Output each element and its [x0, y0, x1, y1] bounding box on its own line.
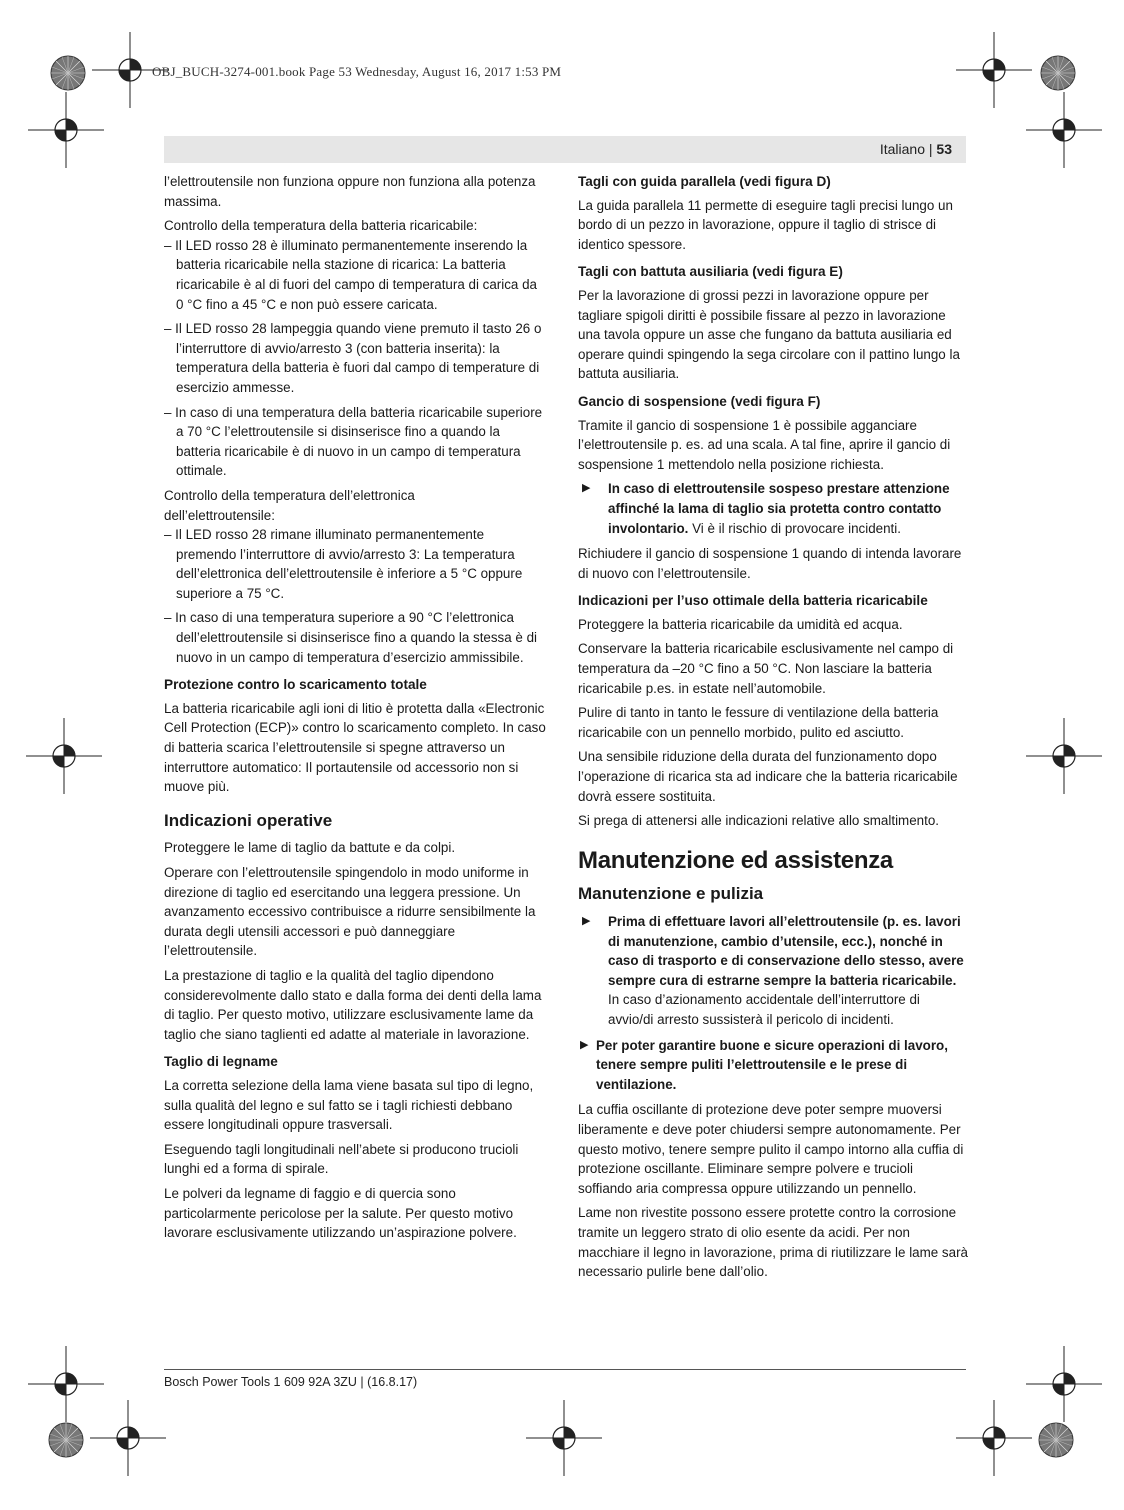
paragraph: Si prega di attenersi alle indicazioni relative allo smaltimento.	[578, 813, 939, 829]
chapter-heading: Manutenzione ed assistenza	[578, 846, 893, 874]
crosshair-registration-icon	[954, 1398, 1034, 1478]
paragraph: Conservare la batteria ricaricabile esclusivamente nel campo di temperatura da –20 °C fino a 50 °C. Non lasciare la batteria ricaricabile p.es. in estate nell’automobile.	[578, 641, 954, 696]
radial-registration-icon	[48, 53, 88, 93]
crosshair-registration-icon	[1024, 716, 1104, 796]
bullet-arrow-icon: ▶	[582, 915, 591, 927]
page-footer: Bosch Power Tools 1 609 92A 3ZU | (16.8.17)	[164, 1375, 418, 1389]
left-column	[164, 172, 548, 1248]
page-header-text	[880, 141, 952, 157]
paragraph: La guida parallela 11 permette di eseguire tagli precisi lungo un bordo di un pezzo in lavorazione, oppure il taglio di strisce di identico spessore.	[578, 197, 953, 252]
paragraph: La batteria ricaricabile agli ioni di litio è protetta dalla «Electronic Cell Protection (ECP)» contro lo scaricamento completo. In caso di batteria scarica l’elettroutensile si spegne attraverso un interruttore automatico: Il portautensile od accessorio non si muove più.	[164, 700, 546, 795]
crosshair-registration-icon	[24, 716, 104, 796]
paragraph: La corretta selezione della lama viene basata sul tipo di legno, sulla qualità del legno e sul fatto se i tagli richiesti debbano essere longitudinali oppure trasversali.	[164, 1077, 534, 1133]
radial-registration-icon	[1036, 1420, 1076, 1460]
paragraph: La prestazione di taglio e la qualità del taglio dipendono considerevolmente dallo stato e dalla forma dei denti della lama di taglio. Per questo motivo, utilizzare esclusivamente lame da taglio che siano taglienti ed adatte al materiale in lavorazione.	[164, 967, 542, 1042]
warning-bullet	[578, 912, 968, 1030]
print-header: OBJ_BUCH-3274-001.book Page 53 Wednesday, August 16, 2017 1:53 PM	[152, 64, 562, 79]
section-heading: Manutenzione e pulizia	[578, 884, 764, 904]
page-number: 53	[936, 141, 952, 157]
dash-item: – In caso di una temperatura della batteria ricaricabile superiore a 70 °C l’elettroutensile si disinserisce fino a quando la batteria ricaricabile è di nuovo in un campo di temperatura ottimale.	[164, 404, 543, 479]
paragraph: Richiudere il gancio di sospensione 1 quando di intenda lavorare di nuovo con l’elettroutensile.	[578, 546, 962, 581]
bullet-arrow-icon: ▶	[580, 1038, 589, 1051]
paragraph: Una sensibile riduzione della durata del funzionamento dopo l’operazione di ricarica sta ad indicare che la batteria ricaricabile dovrà essere sostituita.	[578, 749, 958, 804]
paragraph: Pulire di tanto in tanto le fessure di ventilazione della batteria ricaricabile con un pennello morbido, pulito ed asciutto.	[578, 705, 939, 740]
paragraph: Le polveri da legname di faggio e di quercia sono particolarmente pericolose per la salute. Per questo motivo lavorare esclusivamente utilizzando un’aspirazione polvere.	[164, 1185, 517, 1241]
right-column	[578, 172, 968, 1287]
section-heading: Gancio di sospensione (vedi figura F)	[578, 393, 821, 409]
header-separator: |	[925, 141, 937, 157]
dash-item: – Il LED rosso 28 lampeggia quando viene premuto il tasto 26 o l’interruttore di avvio/arresto 3 (con batteria inserita): la temperatura della batteria è fuori dal campo di temperature di esercizio ammesse.	[164, 321, 542, 395]
crosshair-registration-icon	[524, 1398, 604, 1478]
section-heading: Tagli con guida parallela (vedi figura D)	[578, 174, 831, 189]
crosshair-registration-icon	[26, 90, 106, 170]
section-heading: Indicazioni per l’uso ottimale della batteria ricaricabile	[578, 593, 928, 609]
section-heading: Protezione contro lo scaricamento totale	[164, 677, 427, 693]
paragraph: Eseguendo tagli longitudinali nell’abete si producono trucioli lunghi ed a forma di spirale.	[164, 1141, 519, 1177]
paragraph: Proteggere la batteria ricaricabile da umidità ed acqua.	[578, 616, 903, 632]
warning-bold-text: Per poter garantire buone e sicure operazioni di lavoro, tenere sempre puliti l’elettroutensile e le prese di ventilazione.	[596, 1037, 948, 1092]
page-header	[164, 136, 966, 163]
paragraph: Lame non rivestite possono essere protette contro la corrosione tramite un leggero strato di olio esente da acidi. Per non macchiare il legno in lavorazione, prima di riutilizzare le lame sarà necessario pulirle bene dall’olio.	[578, 1205, 968, 1280]
paragraph: Tramite il gancio di sospensione 1 è possibile agganciare l’elettroutensile p. es. ad una scala. A tal fine, aprire il gancio di sospensione 1 mettendolo nella posizione richiesta.	[578, 417, 951, 472]
dash-item: – Il LED rosso 28 è illuminato permanentemente inserendo la batteria ricaricabile nella stazione di ricarica: La batteria ricaricabile è al di fuori del campo di temperatura di carica da 0 °C fino a 45 °C e non può essere caricata.	[164, 237, 537, 312]
crosshair-registration-icon	[88, 1398, 168, 1478]
paragraph: Controllo della temperatura dell’elettronica dell’elettroutensile:	[164, 487, 415, 523]
crosshair-registration-icon	[1024, 1344, 1104, 1424]
section-heading: Taglio di legname	[164, 1054, 278, 1070]
section-name: Italiano	[879, 141, 925, 157]
warning-bold-text: In caso di elettroutensile sospeso prestare attenzione affinché la lama di taglio sia protetta contro contatto involontario.	[608, 481, 950, 536]
paragraph: Proteggere le lame di taglio da battute e da colpi.	[164, 840, 456, 856]
radial-registration-icon	[1038, 53, 1078, 93]
crosshair-registration-icon	[954, 30, 1034, 110]
warning-text: Vi è il rischio di provocare incidenti.	[688, 520, 901, 536]
warning-text: In caso d’azionamento accidentale dell’interruttore di avvio/di arresto sussisterà il pericolo di incidenti.	[608, 992, 920, 1027]
dash-item: – Il LED rosso 28 rimane illuminato permanentemente premendo l’interruttore di avvio/arresto 3: La temperatura dell’elettronica dell’elettroutensile è inferiore a 5 °C oppure superiore a 75 °C.	[164, 527, 523, 601]
paragraph: La cuffia oscillante di protezione deve poter sempre muoversi liberamente e deve poter chiudersi sempre autonomamente. Per questo motivo, tenere sempre pulito il campo intorno alla cuffia di protezione oscillante. Eliminare sempre polvere e trucioli soffiando aria compressa oppure utilizzando un pennello.	[578, 1102, 964, 1196]
radial-registration-icon	[46, 1420, 86, 1460]
section-heading: Tagli con battuta ausiliaria (vedi figura E)	[578, 264, 843, 280]
warning-bold-text: Prima di effettuare lavori all’elettroutensile (p. es. lavori di manutenzione, cambio d’utensile, ecc.), nonché in caso di trasporto e di conservazione dello stesso, avere sempre cura di estrarne sempre la batteria ricaricabile.	[608, 914, 964, 988]
paragraph: l’elettroutensile non funziona oppure non funziona alla potenza massima.	[164, 174, 536, 209]
paragraph: Controllo della temperatura della batteria ricaricabile:	[164, 218, 478, 234]
section-heading: Indicazioni operative	[164, 810, 333, 830]
footer-divider	[164, 1369, 966, 1370]
crosshair-registration-icon	[1024, 90, 1104, 170]
paragraph: Operare con l’elettroutensile spingendolo in modo uniforme in direzione di taglio ed esercitando una leggera pressione. Un avanzamento eccessivo contribuisce a ridurre sensibilmente la durata degli utensili accessori e può danneggiare l’elettroutensile.	[164, 865, 536, 959]
warning-bullet	[578, 479, 968, 538]
dash-item: – In caso di una temperatura superiore a 90 °C l’elettronica dell’elettroutensile si disinserisce fino a quando la stessa è di nuovo in un campo di temperatura d’esercizio ammissibile.	[164, 610, 538, 665]
paragraph: Per la lavorazione di grossi pezzi in lavorazione oppure per tagliare spigoli diritti è possibile fissare al pezzo in lavorazione una tavola oppure un asse che fungano da battuta ausiliaria ed operare quindi spingendo la sega circolare con il pattino lungo la battuta ausiliaria.	[578, 287, 960, 382]
bullet-arrow-icon: ▶	[582, 482, 591, 495]
warning-bullet	[578, 1036, 968, 1095]
